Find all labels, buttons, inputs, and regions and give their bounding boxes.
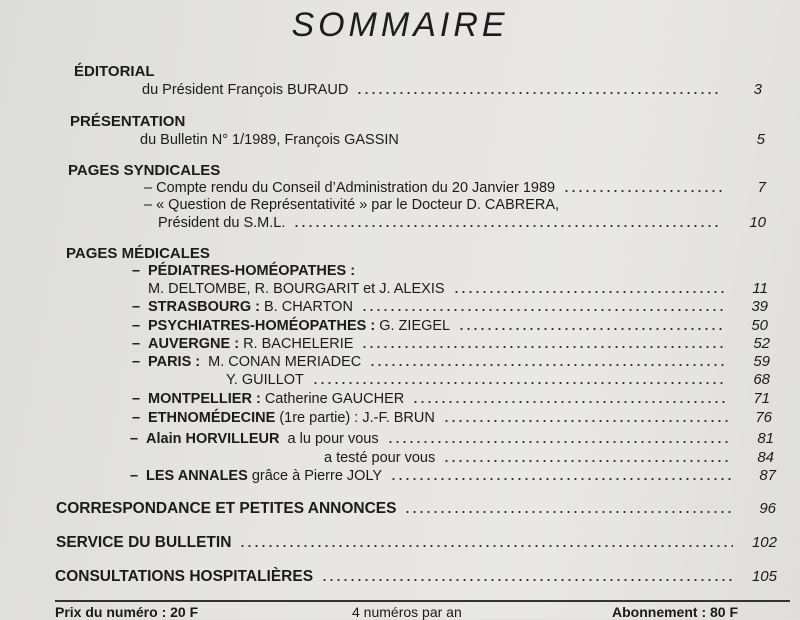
- toc-entry-presentation[interactable]: [140, 130, 765, 149]
- toc-entry-pediatres-title[interactable]: – PÉDIATRES-HOMÉOPATHES :: [132, 263, 356, 279]
- toc-entry-horvilleur[interactable]: – Alain HORVILLEUR a lu pour vous 81: [130, 430, 774, 447]
- page-number: 10: [749, 214, 766, 231]
- toc-entry-annales[interactable]: – LES ANNALES grâce à Pierre JOLY 87: [130, 467, 776, 484]
- page-number: 84: [757, 449, 774, 466]
- entry-title: STRASBOURG :: [148, 299, 260, 315]
- dot-leader: [369, 364, 726, 366]
- dot-leader: [356, 92, 718, 94]
- dot-leader: [293, 225, 722, 227]
- section-heading-medicales: PAGES MÉDICALES: [66, 245, 210, 262]
- entry-title: PÉDIATRES-HOMÉOPATHES :: [148, 263, 356, 279]
- toc-entry-service[interactable]: [56, 533, 777, 552]
- toc-entry-editorial[interactable]: [142, 80, 762, 99]
- dot-leader: [361, 346, 726, 348]
- entry-title: SERVICE DU BULLETIN: [56, 534, 232, 551]
- entry-title: CONSULTATIONS HOSPITALIÈRES: [55, 568, 314, 585]
- section-heading-presentation: PRÉSENTATION: [70, 113, 186, 130]
- entry-text: – Compte rendu du Conseil d’Administration du 20 Janvier 1989: [144, 180, 556, 196]
- entry-title: Alain HORVILLEUR: [146, 431, 280, 447]
- dot-leader: [458, 328, 724, 330]
- footer-issues-per-year: 4 numéros par an: [352, 604, 462, 620]
- entry-author: Y. GUILLOT: [226, 372, 304, 388]
- dot-leader: [412, 401, 726, 403]
- dot-leader: [443, 420, 728, 422]
- page-number: 102: [751, 534, 777, 551]
- page-number: 76: [755, 409, 772, 426]
- toc-entry-representativite[interactable]: – « Question de Représentativité » par le Docteur D. CABRERA,: [144, 197, 560, 213]
- dot-leader: [312, 382, 726, 384]
- page-number: 3: [753, 81, 762, 98]
- entry-title: ETHNOMÉDECINE: [148, 410, 276, 426]
- entry-part: (1re partie) :: [279, 410, 359, 426]
- toc-entry-montpellier[interactable]: – MONTPELLIER : Catherine GAUCHER 71: [132, 390, 770, 407]
- page-number: 96: [759, 500, 776, 517]
- entry-item: a testé pour vous: [324, 450, 436, 466]
- toc-entry-psychiatres[interactable]: – PSYCHIATRES-HOMÉOPATHES : G. ZIEGEL 50: [132, 317, 768, 334]
- toc-entry-auvergne[interactable]: – AUVERGNE : R. BACHELERIE 52: [132, 335, 770, 352]
- toc-entry-ethnomedecine[interactable]: – ETHNOMÉDECINE (1re partie) : J.-F. BRUN 76: [132, 409, 772, 426]
- entry-text: du Président François BURAUD: [142, 82, 349, 98]
- page-number: 50: [751, 317, 768, 334]
- dot-leader: [390, 478, 732, 480]
- entry-title: PARIS :: [148, 354, 201, 370]
- toc-entry-strasbourg[interactable]: – STRASBOURG : B. CHARTON 39: [132, 298, 768, 315]
- page-number: 11: [752, 280, 768, 297]
- entry-author: M. CONAN MERIADEC: [208, 354, 362, 370]
- page-number: 59: [753, 353, 770, 370]
- footer-subscription: Abonnement : 80 F: [612, 604, 739, 620]
- entry-title: AUVERGNE :: [148, 336, 240, 352]
- entry-author: Catherine GAUCHER: [264, 391, 405, 407]
- page-title: SOMMAIRE: [291, 6, 509, 44]
- toc-entry-pediatres[interactable]: [148, 279, 768, 298]
- dot-leader: [453, 291, 724, 293]
- toc-entry-representativite-cont[interactable]: [158, 213, 766, 232]
- entry-author: G. ZIEGEL: [379, 318, 451, 334]
- toc-entry-correspondance[interactable]: [56, 499, 776, 518]
- entry-author: grâce à Pierre JOLY: [251, 468, 383, 484]
- dot-leader: [563, 190, 722, 192]
- page-number: 39: [751, 298, 768, 315]
- entry-text: M. DELTOMBE, R. BOURGARIT et J. ALEXIS: [148, 281, 445, 297]
- toc-entry-paris-2[interactable]: [226, 370, 770, 389]
- dot-leader: [321, 579, 733, 581]
- toc-entry-compte-rendu[interactable]: [144, 178, 766, 197]
- toc-entry-horvilleur-2[interactable]: [324, 448, 774, 467]
- entry-text: du Bulletin N° 1/1989, François GASSIN: [140, 132, 399, 148]
- toc-entry-paris[interactable]: – PARIS : M. CONAN MERIADEC 59: [132, 353, 770, 370]
- entry-author: B. CHARTON: [264, 299, 353, 315]
- page-number: 7: [757, 179, 766, 196]
- entry-author: J.-F. BRUN: [362, 410, 435, 426]
- entry-item: a lu pour vous: [287, 431, 379, 447]
- footer-price: Prix du numéro : 20 F: [55, 604, 199, 620]
- page-number: 81: [757, 430, 774, 447]
- dot-leader: [404, 511, 732, 513]
- entry-author: R. BACHELERIE: [243, 336, 354, 352]
- page-number: 68: [753, 371, 770, 388]
- toc-entry-consultations[interactable]: [55, 567, 777, 586]
- entry-title: PSYCHIATRES-HOMÉOPATHES :: [148, 318, 376, 334]
- entry-title: CORRESPONDANCE ET PETITES ANNONCES: [56, 500, 397, 517]
- dot-leader: [239, 545, 733, 547]
- dot-leader: [387, 441, 730, 443]
- footer-rule: [55, 600, 790, 602]
- entry-text: Président du S.M.L.: [158, 215, 286, 231]
- section-heading-editorial: ÉDITORIAL: [74, 63, 155, 80]
- page-number: 105: [751, 568, 777, 585]
- page-number: 5: [756, 131, 765, 148]
- page-number: 71: [753, 390, 770, 407]
- entry-title: MONTPELLIER :: [148, 391, 261, 407]
- section-heading-syndicales: PAGES SYNDICALES: [68, 162, 221, 179]
- dot-leader: [361, 309, 724, 311]
- page-number: 52: [753, 335, 770, 352]
- entry-title: LES ANNALES: [146, 468, 248, 484]
- dot-leader: [443, 460, 730, 462]
- page-number: 87: [759, 467, 776, 484]
